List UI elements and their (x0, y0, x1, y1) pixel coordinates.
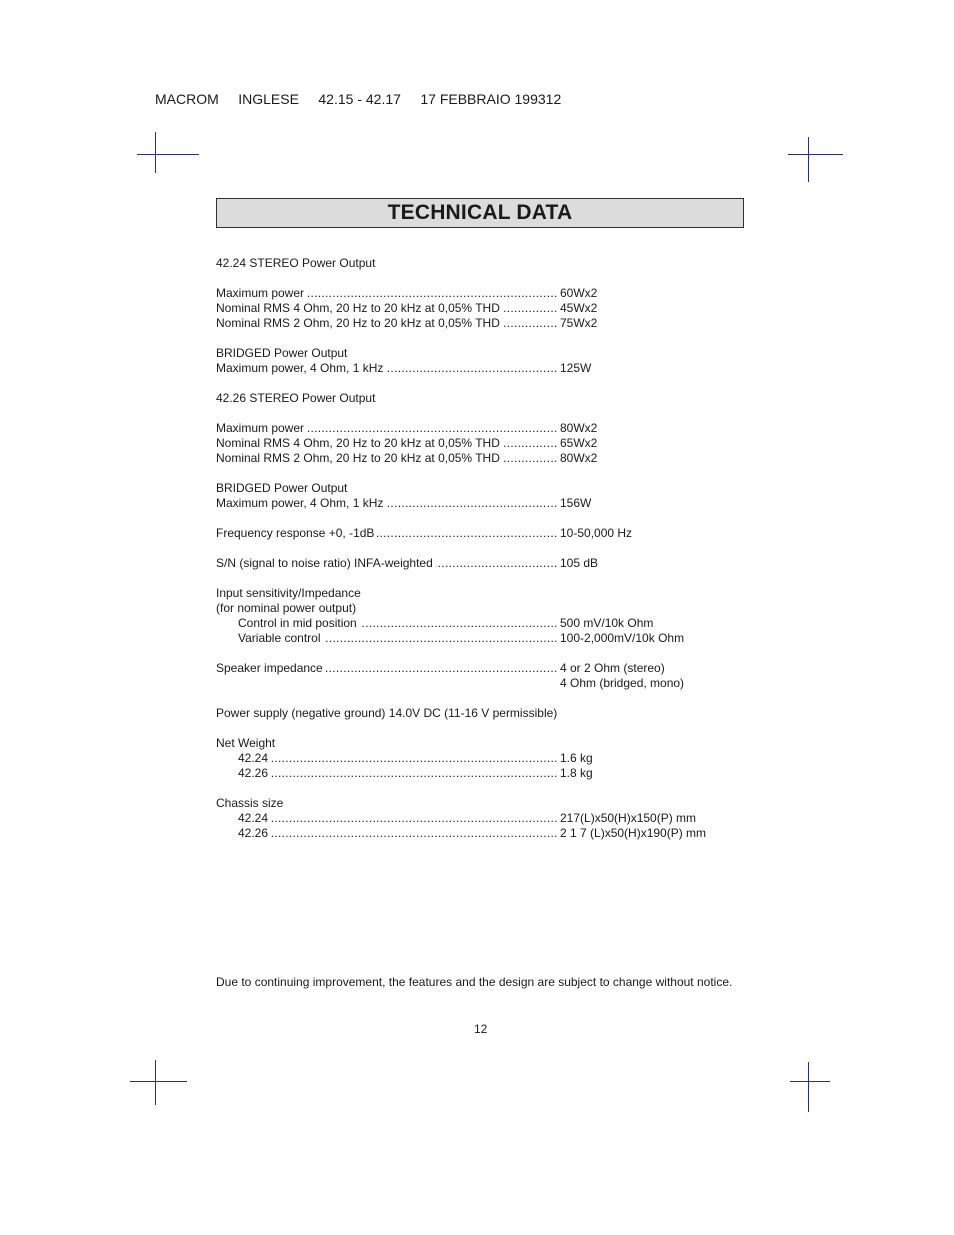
spec-value: 105 dB (560, 556, 599, 570)
spec-label: Maximum power, 4 Ohm, 1 kHz (216, 361, 386, 375)
spec-row (216, 616, 756, 631)
spec-value: 4 or 2 Ohm (stereo) (560, 661, 665, 675)
spec-row (216, 436, 756, 451)
spec-label: S/N (signal to noise ratio) INFA-weighted (216, 556, 436, 570)
title-box (216, 198, 744, 228)
spec-label: Speaker impedance (216, 661, 326, 675)
spec-label: 42.24 (238, 751, 271, 765)
page-title: TECHNICAL DATA (387, 201, 573, 224)
header-date: 17 FEBBRAIO 1993 (420, 91, 546, 107)
section-heading: BRIDGED Power Output (216, 481, 348, 495)
spec-label: Nominal RMS 4 Ohm, 20 Hz to 20 kHz at 0,05% THD (216, 436, 503, 450)
spec-row (216, 451, 756, 466)
spec-label: 42.26 (238, 766, 271, 780)
section-heading: BRIDGED Power Output (216, 346, 348, 360)
spec-label: Frequency response +0, -1dB (216, 526, 377, 540)
crop-mark-tl-h (137, 154, 199, 155)
spec-label: Maximum power (216, 421, 307, 435)
spec-label: Nominal RMS 2 Ohm, 20 Hz to 20 kHz at 0,05% THD (216, 316, 503, 330)
spec-value: 45Wx2 (560, 301, 598, 315)
header-brand: MACROM (155, 91, 219, 107)
section-heading: 42.24 STEREO Power Output (216, 256, 376, 270)
spec-row (216, 301, 756, 316)
section-heading: 42.26 STEREO Power Output (216, 391, 376, 405)
spec-list (216, 256, 756, 841)
spec-value: 80Wx2 (560, 421, 598, 435)
spec-row (216, 421, 756, 436)
header-language: INGLESE (238, 91, 299, 107)
section-heading: Net Weight (216, 736, 276, 750)
header-page-ref: 12 (545, 91, 562, 107)
spec-row (216, 766, 756, 781)
section-heading: Chassis size (216, 796, 284, 810)
spec-value: 156W (560, 496, 592, 510)
spec-row (216, 826, 756, 841)
print-header (155, 91, 561, 107)
footer-note: Due to continuing improvement, the features and the design are subject to change without notice. (216, 975, 733, 989)
spec-value: 1.6 kg (560, 751, 593, 765)
spec-row (216, 526, 756, 541)
crop-mark-br-v (808, 1062, 809, 1112)
spec-row (216, 361, 756, 376)
spec-label: Variable control (238, 631, 324, 645)
header-models: 42.15 - 42.17 (318, 91, 401, 107)
spec-label: Maximum power (216, 286, 307, 300)
spec-value: 4 Ohm (bridged, mono) (560, 676, 685, 690)
spec-row (216, 496, 756, 511)
crop-mark-br-h (790, 1081, 830, 1082)
spec-value: 2 1 7 (L)x50(H)x190(P) mm (560, 826, 707, 840)
spec-value: 500 mV/10k Ohm (560, 616, 654, 630)
crop-mark-bl-h (130, 1081, 187, 1082)
spec-value: 60Wx2 (560, 286, 598, 300)
spec-label: Maximum power, 4 Ohm, 1 kHz (216, 496, 386, 510)
spec-label: Nominal RMS 4 Ohm, 20 Hz to 20 kHz at 0,05% THD (216, 301, 503, 315)
power-supply-text: Power supply (negative ground) 14.0V DC (11-16 V permissible) (216, 706, 558, 720)
section-heading: Input sensitivity/Impedance (216, 586, 361, 600)
spec-row (216, 661, 756, 676)
spec-value: 125W (560, 361, 592, 375)
spec-value: 75Wx2 (560, 316, 598, 330)
spec-value: 10-50,000 Hz (560, 526, 633, 540)
crop-mark-bl-v (155, 1060, 156, 1105)
spec-row (216, 316, 756, 331)
spec-label: Control in mid position (238, 616, 360, 630)
spec-row (216, 811, 756, 826)
spec-label: 42.24 (238, 811, 271, 825)
spec-row (216, 286, 756, 301)
spec-value: 65Wx2 (560, 436, 598, 450)
spec-label: Nominal RMS 2 Ohm, 20 Hz to 20 kHz at 0,05% THD (216, 451, 503, 465)
section-subheading: (for nominal power output) (216, 601, 357, 615)
crop-mark-tr-v (808, 137, 809, 182)
spec-value: 1.8 kg (560, 766, 593, 780)
spec-row (216, 751, 756, 766)
spec-label: 42.26 (238, 826, 271, 840)
spec-value: 217(L)x50(H)x150(P) mm (560, 811, 697, 825)
crop-mark-tr-h (788, 154, 843, 155)
spec-value: 80Wx2 (560, 451, 598, 465)
spec-value: 100-2,000mV/10k Ohm (560, 631, 685, 645)
page-number: 12 (474, 1022, 488, 1036)
crop-mark-tl-v (155, 132, 156, 173)
spec-row (216, 556, 756, 571)
spec-row (216, 631, 756, 646)
